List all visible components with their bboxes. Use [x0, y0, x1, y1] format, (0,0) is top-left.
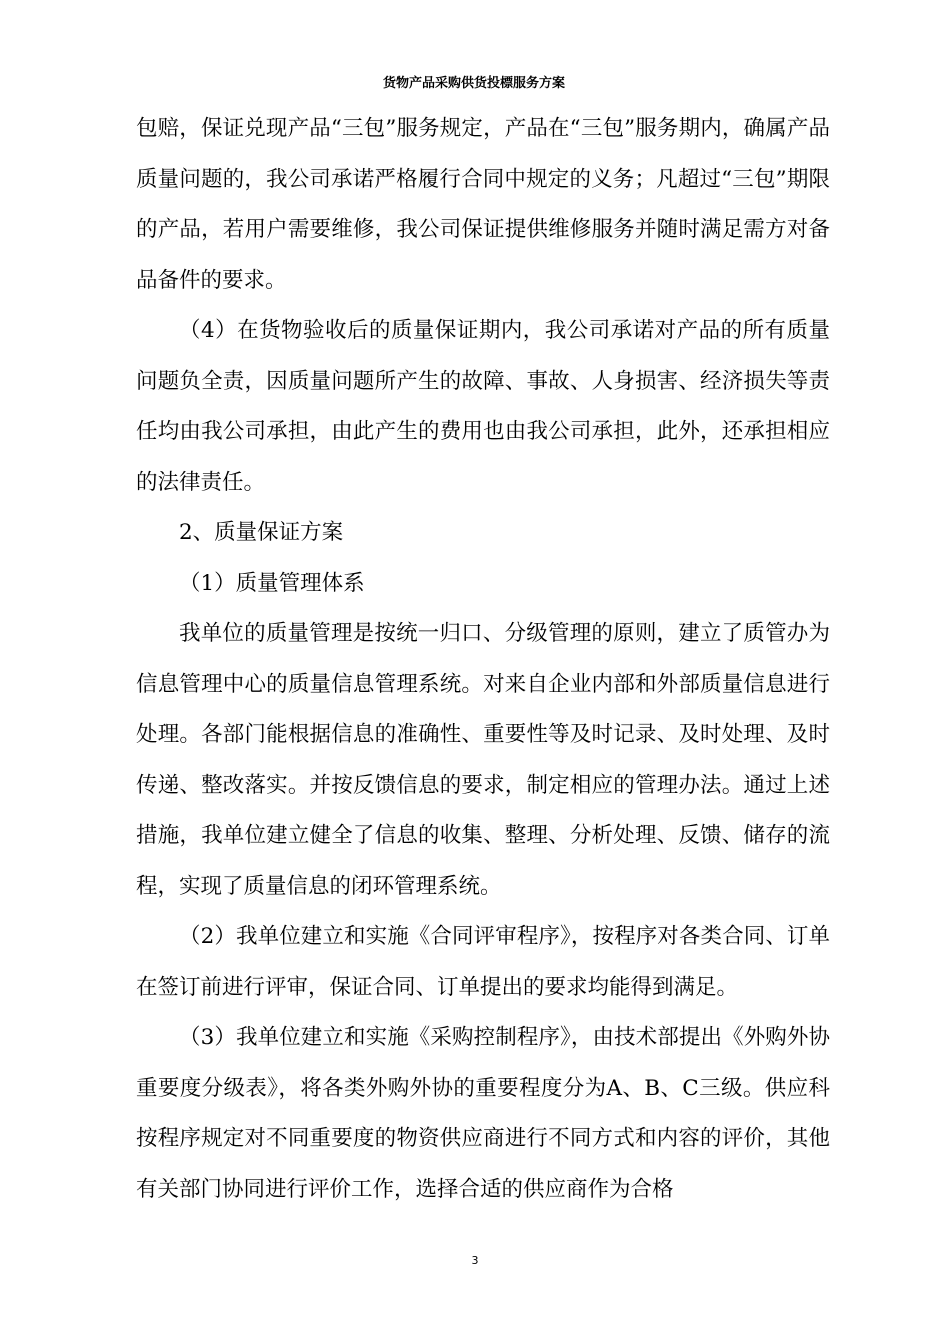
paragraph: 包赔，保证兑现产品“三包”服务规定，产品在“三包”服务期内，确属产品质量问题的，我公司承诺严格履行合同中规定的义务；凡超过“三包”期限的产品，若用户需要维修，我公司保证提供维修服务并随时满足需方对备品备件的要求。	[136, 116, 830, 293]
paragraph: （3）我单位建立和实施《采购控制程序》，由技术部提出《外购外协重要度分级表》，将各类外购外协的重要程度分为A、B、C三级。供应科按程序规定对不同重要度的物资供应商进行不同方式和内容的评价，其他有关部门协同进行评价工作，选择合适的供应商作为合格	[136, 1025, 830, 1202]
paragraph: 我单位的质量管理是按统一归口、分级管理的原则，建立了质管办为信息管理中心的质量信息管理系统。对来自企业内部和外部质量信息进行处理。各部门能根据信息的准确性、重要性等及时记录、及时处理、及时传递、整改落实。并按反馈信息的要求，制定相应的管理办法。通过上述措施，我单位建立健全了信息的收集、整理、分析处理、反馈、储存的流程，实现了质量信息的闭环管理系统。	[136, 621, 830, 899]
paragraph: （4）在货物验收后的质量保证期内，我公司承诺对产品的所有质量问题负全责，因质量问题所产生的故障、事故、人身损害、经济损失等责任均由我公司承担，由此产生的费用也由我公司承担，此外，还承担相应的法律责任。	[136, 318, 830, 495]
page-header	[383, 76, 593, 92]
subsection-heading: （1）质量管理体系	[179, 570, 365, 596]
paragraph: （2）我单位建立和实施《合同评审程序》，按程序对各类合同、订单在签订前进行评审，保证合同、订单提出的要求均能得到满足。	[136, 924, 830, 1000]
header-title: 货物产品采购供货投標服务方案	[383, 76, 566, 91]
section-heading: 2、质量保证方案	[179, 520, 344, 545]
document-body	[136, 104, 830, 1215]
page-number: 3	[471, 1254, 479, 1267]
